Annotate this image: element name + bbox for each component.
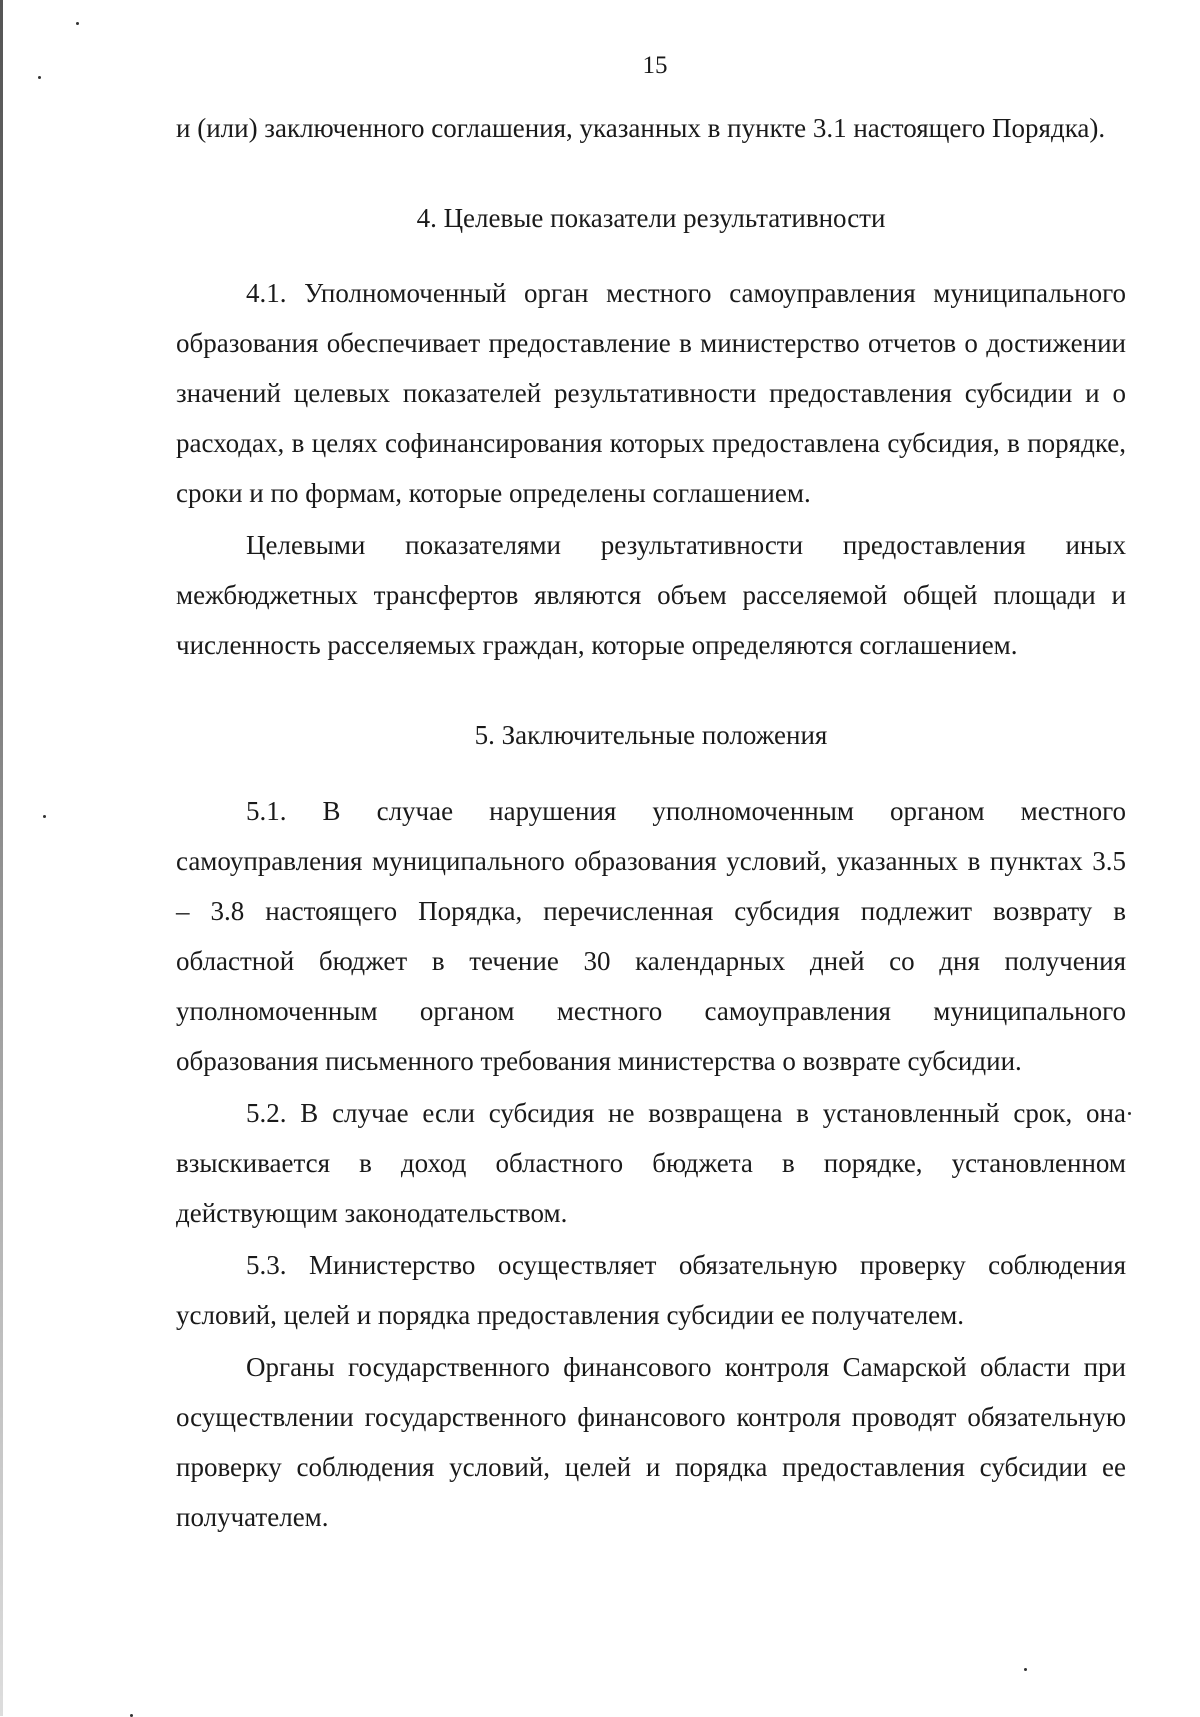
scan-speck: [76, 22, 79, 25]
scan-speck: [1128, 1112, 1131, 1115]
scan-speck: [43, 815, 46, 818]
paragraph-5-2: 5.2. В случае если субсидия не возвращена в установленный срок, она взыскивается в доход областного бюджета в порядке, установленном действующим законодательством.: [176, 1098, 1126, 1228]
scan-speck: [38, 76, 41, 79]
paragraph-4-1: 4.1. Уполномоченный орган местного самоуправления муниципального образования обеспечивает предоставление в министерство отчетов о достижении значений целевых показателей результативности предоставления субсидии и о расходах, в целях софинансирования которых предоставлена субсидия, в порядке, сроки и по формам, которые определены соглашением.: [176, 278, 1126, 508]
section-4-body: [176, 268, 1126, 670]
section-4-heading-block: [176, 193, 1126, 243]
section-heading-5: 5. Заключительные положения: [474, 720, 828, 750]
continuation-section: [176, 103, 1126, 153]
scan-speck: [1024, 1668, 1027, 1671]
section-5-heading-block: [176, 710, 1126, 760]
scan-edge-shadow: [0, 0, 3, 1716]
paragraph-continuation: и (или) заключенного соглашения, указанных в пункте 3.1 настоящего Порядка).: [176, 113, 1106, 143]
page-number: 15: [642, 52, 668, 79]
paragraph-5-3: 5.3. Министерство осуществляет обязательную проверку соблюдения условий, целей и порядка предоставления субсидии ее получателем.: [176, 1250, 1126, 1330]
paragraph-target-indicators: Целевыми показателями результативности предоставления иных межбюджетных трансфертов являются объем расселяемой общей площади и численность расселяемых граждан, которые определяются соглашением.: [176, 530, 1126, 660]
paragraph-financial-control: Органы государственного финансового контроля Самарской области при осуществлении государственного финансового контроля проводят обязательную проверку соблюдения условий, целей и порядка предоставления субсидии ее получателем.: [176, 1352, 1126, 1532]
paragraph-5-1: 5.1. В случае нарушения уполномоченным органом местного самоуправления муниципального образования условий, указанных в пунктах 3.5 – 3.8 настоящего Порядка, перечисленная субсидия подлежит возврату в областной бюджет в течение 30 календарных дней со дня получения уполномоченным органом местного самоуправления муниципального образования письменного требования министерства о возврате субсидии.: [176, 796, 1126, 1076]
section-heading-4: 4. Целевые показатели результативности: [416, 203, 886, 233]
section-5-body: [176, 786, 1126, 1542]
